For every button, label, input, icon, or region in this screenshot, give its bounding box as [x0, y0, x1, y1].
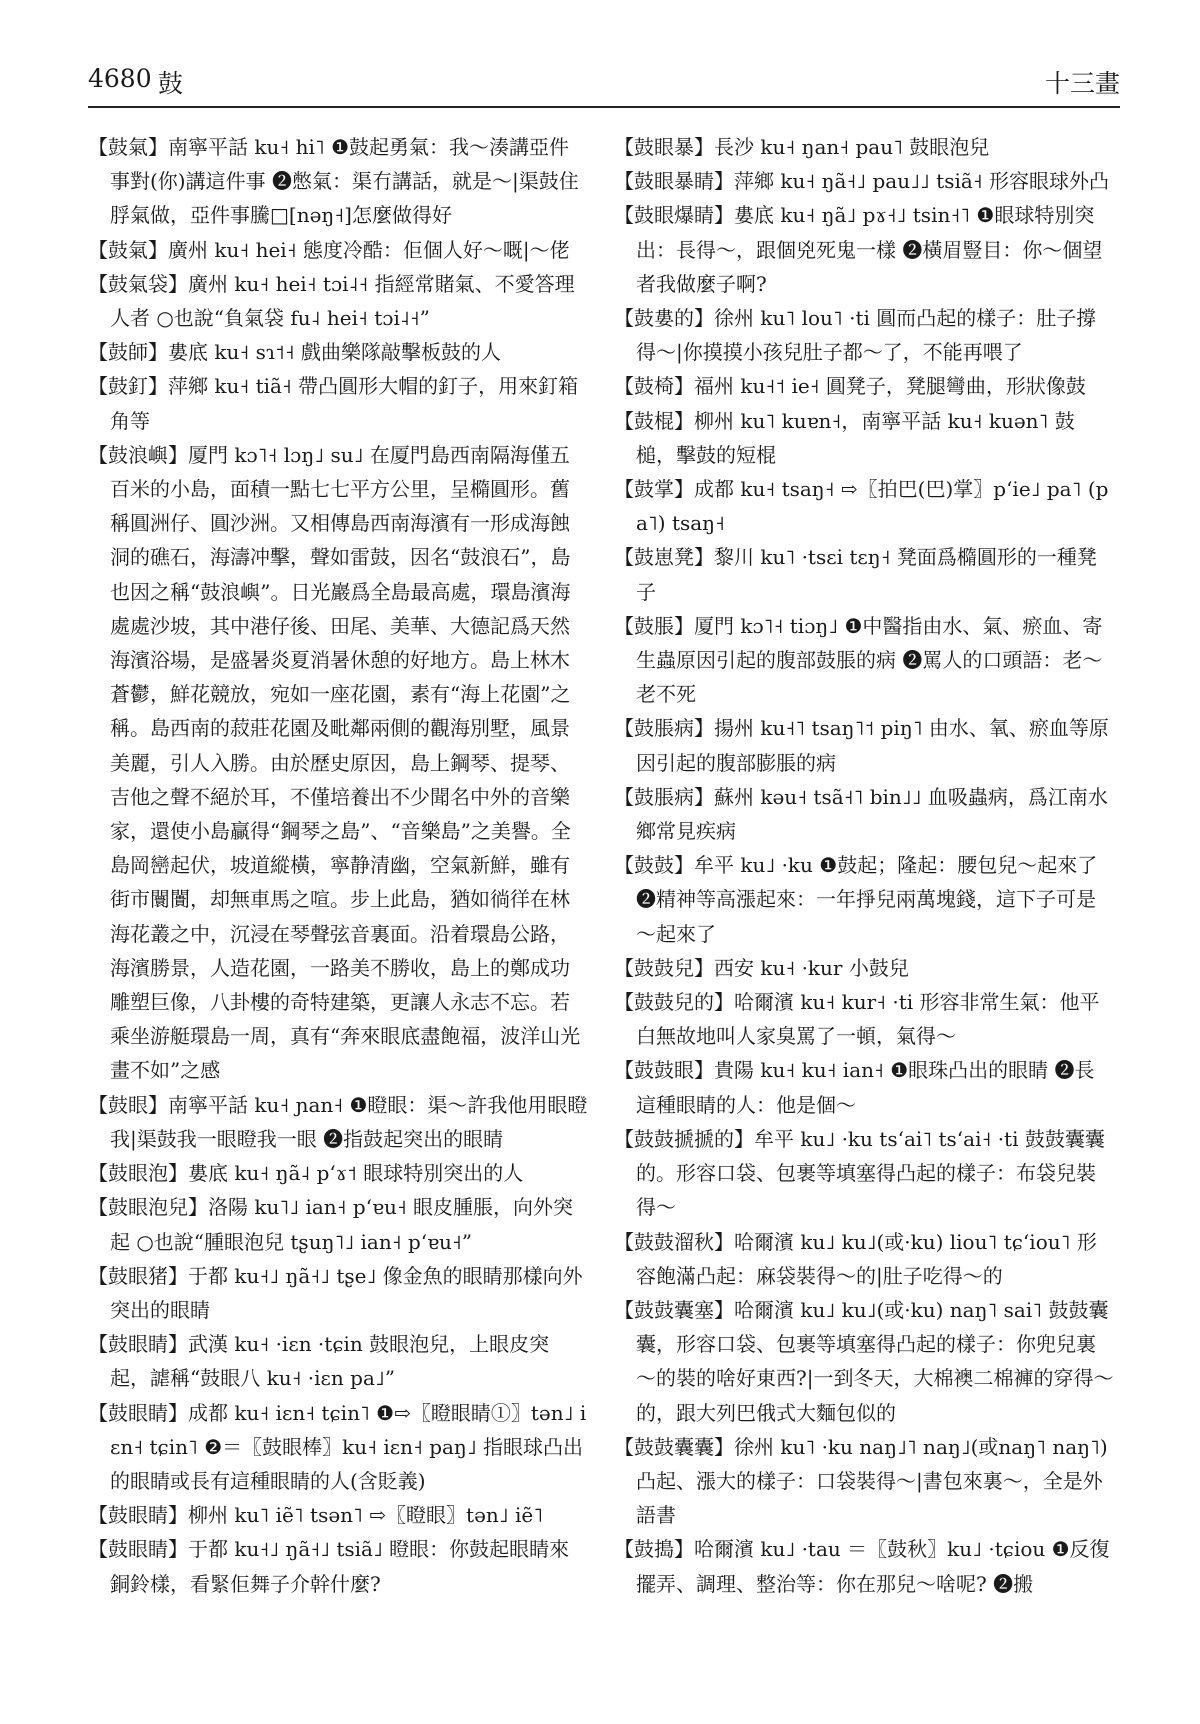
dictionary-entry: 【鼓眼睛】成都 ku˧ iɛn˧ tɕin˥ ❶⇨〖瞪眼睛①〗tən˩ iɛn˧ tɕin˥ ❷＝〖鼓眼棒〗ku˧ iɛn˧ paŋ˩ 指眼球凸出的眼睛或長有這種眼睛的人(含貶義)	[88, 1400, 587, 1493]
dictionary-entry: 【鼓搗】哈爾濱 ku˩ ·tau ＝〖鼓秋〗ku˩ ·tɕiou ❶反復擺弄、調理、整治等：你在那兒～啥呢? ❷搬	[614, 1537, 1110, 1596]
dictionary-entry: 【鼓眼睛】于都 ku˧˩ ŋã˧˩ tsiã˩ 瞪眼：你鼓起眼睛來銅鈴樣，看緊佢舞子介幹什麼?	[88, 1537, 570, 1596]
dictionary-entry: 【鼓眼】南寧平話 ku˧ ɲan˧ ❶瞪眼：渠～許我他用眼瞪我|渠鼓我一眼瞪我一眼 ❷指鼓起突出的眼睛	[88, 1092, 588, 1151]
dictionary-entry: 【鼓鼓囊囊】徐州 ku˥ ·ku naŋ˩˥ naŋ˩(或naŋ˥ naŋ˥) 凸起、漲大的樣子：口袋裝得～|書包來裏～，全是外語書	[614, 1434, 1108, 1528]
dictionary-entry: 【鼓脹】厦門 kɔ˥˧ tiɔŋ˩ ❶中醫指由水、氣、瘀血、寄生蟲原因引起的腹部鼓脹的病 ❷罵人的口頭語：老～老不死	[614, 613, 1103, 707]
dictionary-entry: 【鼓眼爆睛】婁底 ku˧ ŋã˩ pɤ˧˩ tsin˧˥ ❶眼球特別突出：長得～，跟個兇死鬼一樣 ❷橫眉豎目：你～個望者我做麼子啊?	[614, 203, 1103, 296]
dictionary-entry: 【鼓鼓兒的】哈爾濱 ku˧ kur˧ ·ti 形容非常生氣：他平白無故地叫人家臭罵了一頓，氣得～	[614, 990, 1100, 1049]
left-column	[88, 130, 588, 1710]
head-character: 鼓	[158, 69, 184, 98]
dictionary-entry: 【鼓掌】成都 ku˧ tsaŋ˧ ⇨〖拍巴(巴)掌〗pʻie˩ pa˥ (pa˥) tsaŋ˧	[614, 477, 1109, 536]
dictionary-entry: 【鼓婁的】徐州 ku˥ lou˥ ·ti 圓而凸起的樣子：肚子撐得～|你摸摸小孩兒肚子都～了，不能再喂了	[614, 306, 1097, 365]
dictionary-entry: 【鼓棍】柳州 ku˥ kuɐn˧，南寧平話 ku˧ kuən˥ 鼓槌，擊鼓的短棍	[614, 408, 1075, 467]
dictionary-entry: 【鼓鼓】牟平 ku˩ ·ku ❶鼓起；隆起：腰包兒～起來了 ❷精神等高漲起來：一年掙兒兩萬塊錢，這下子可是～起來了	[614, 853, 1098, 946]
dictionary-entry: 【鼓眼泡兒】洛陽 ku˥˩ ian˧ pʻɐu˧ 眼皮腫脹，向外突起 ○也說“腫眼泡兒 tʂuŋ˥˩ ian˧ pʻɐu˧”	[88, 1195, 574, 1254]
section-label: 十三畫	[1044, 69, 1120, 98]
dictionary-entry: 【鼓氣】南寧平話 ku˧ hi˥ ❶鼓起勇氣：我～湊講亞件事對(你)講這件事 ❷憋氣：渠冇講話，就是～|渠鼓住脬氣做，亞件事騰□[nəŋ˧]怎麼做得好	[88, 135, 579, 228]
dictionary-entry: 【鼓釘】萍鄉 ku˧ tiã˧ 帶凸圓形大帽的釘子，用來釘箱角等	[88, 374, 579, 433]
dictionary-entry: 【鼓氣】廣州 ku˧ hei˧ 態度冷酷：佢個人好～嘅|～佬	[88, 237, 570, 262]
dictionary-entry: 【鼓鼓兒】西安 ku˧ ·kur 小鼓兒	[614, 955, 909, 980]
dictionary-entry: 【鼓浪嶼】厦門 kɔ˥˧ lɔŋ˩ su˩ 在厦門島西南隔海僅五百米的小島，面積一點七七平方公里，呈橢圓形。舊稱圓洲仔、圓沙洲。又相傳島西南海濱有一形成海蝕洞的礁石，海濤冲擊，聲如雷鼓，因名“鼓浪石”，島也因之稱“鼓浪嶼”。日光巖爲全島最高處，環島濱海處處沙坡，其中港仔後、田尾、美華、大德記爲天然海濱浴場，是盛暑炎夏消暑休憩的好地方。島上林木蒼鬱，鮮花競放，宛如一座花園，素有“海上花園”之稱。島西南的菽莊花園及毗鄰兩側的觀海別墅，風景美麗，引人入勝。由於歷史原因，島上鋼琴、提琴、吉他之聲不絕於耳，不僅培養出不少聞名中外的音樂家，還使小島贏得“鋼琴之島”、“音樂島”之美譽。全島岡巒起伏，坡道縱橫，寧静清幽，空氣新鮮，雖有街市闤闠，却無車馬之喧。步上此島，猶如徜徉在林海花叢之中，沉浸在琴聲弦音裏面。沿着環島公路，海濱勝景，人造花園，一路美不勝收，島上的鄭成功雕塑巨像，八卦樓的奇特建築，更讓人永志不忘。若乘坐游艇環島一周，真有“奔來眼底盡飽福，波洋山光畫不如”之感	[88, 442, 581, 1083]
dictionary-entry: 【鼓脹病】蘇州 kəu˧ tsã˧˥ bin˩˩ 血吸蟲病，爲江南水鄉常見疾病	[614, 784, 1108, 844]
dictionary-entry: 【鼓氣袋】廣州 ku˧ hei˧ tɔi˨˧ 指經常賭氣、不愛答理人者 ○也說“負氣袋 fu˨ hei˧ tɔi˨˧”	[88, 271, 575, 331]
dictionary-entry: 【鼓鼓溜秋】哈爾濱 ku˩ ku˩(或·ku) liou˥ tɕʻiou˥ 形容飽滿凸起：麻袋裝得～的|肚子吃得～的	[614, 1229, 1097, 1288]
dictionary-entry: 【鼓眼暴】長沙 ku˧ ŋan˧ pau˥ 鼓眼泡兒	[614, 135, 990, 159]
page-header	[88, 64, 1120, 104]
page-number: 4680	[88, 64, 152, 93]
dictionary-entry: 【鼓鼓眼】貴陽 ku˧ ku˧ ian˧ ❶眼珠凸出的眼睛 ❷長這種眼睛的人：他是個～	[614, 1058, 1095, 1117]
dictionary-entry: 【鼓眼暴睛】萍鄉 ku˧ ŋã˧˩ pau˩˩ tsiã˧ 形容眼球外凸	[614, 169, 1109, 194]
dictionary-entry: 【鼓眼泡】婁底 ku˧ ŋã˨ pʻɤ˦ 眼球特別突出的人	[88, 1161, 524, 1186]
dictionary-entry: 【鼓脹病】揚州 ku˧˥ tsaŋ˥˦ piŋ˥ 由水、氧、瘀血等原因引起的腹部膨脹的病	[614, 716, 1109, 775]
dictionary-entry: 【鼓眼睛】柳州 ku˥ iẽ˥ tsən˥ ⇨〖瞪眼〗tən˩ iẽ˥	[88, 1503, 544, 1528]
right-column	[614, 130, 1114, 1710]
dictionary-entry: 【鼓師】婁底 ku˧ sɿ˦˧ 戲曲樂隊敲擊板鼓的人	[88, 340, 501, 365]
header-rule	[88, 106, 1120, 108]
dictionary-entry: 【鼓鼓囊塞】哈爾濱 ku˩ ku˩(或·ku) naŋ˥ sai˥ 鼓鼓囊囊，形容口袋、包裹等填塞得凸起的樣子：你兜兒裏～的裝的啥好東西?|一到冬天，大棉襖二棉褲的穿得～的，跟大列巴俄式大麵包似的	[614, 1297, 1114, 1425]
dictionary-entry: 【鼓眼睛】武漢 ku˧ ·iɛn ·tɕin 鼓眼泡兒，上眼皮突起，謔稱“鼓眼八 ku˧ ·iɛn pa˩”	[88, 1332, 550, 1391]
dictionary-entry: 【鼓眼猪】于都 ku˧˩ ŋã˧˩ tʂe˩ 像金魚的眼睛那樣向外突出的眼睛	[88, 1263, 583, 1322]
dictionary-entry: 【鼓鼓搋搋的】牟平 ku˩ ·ku tsʻai˥ tsʻai˧ ·ti 鼓鼓囊囊的。形容口袋、包裹等填塞得凸起的樣子：布袋兒裝得～	[614, 1126, 1105, 1220]
dictionary-entry: 【鼓椅】福州 ku˧˦ ie˧ 圓凳子，凳腿彎曲，形狀像鼓	[614, 374, 1086, 399]
dictionary-entry: 【鼓崽凳】黎川 ku˥ ·tsɛi tɛŋ˧ 凳面爲橢圓形的一種凳子	[614, 545, 1097, 604]
